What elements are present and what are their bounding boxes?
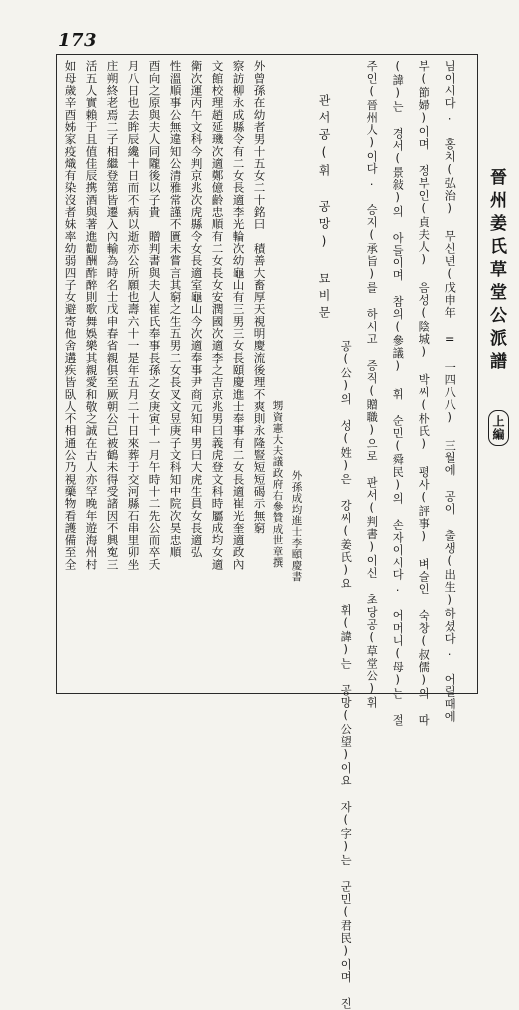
text-column-10: 外曾孫在幼者男十五女二十銘曰 積善大畜厚天視明慶流後理不爽則永隆豎短短碣示無窮 [252, 60, 267, 534]
text-column-3: 庄朔終老焉二子相繼登第皆遷入內輸為時名士戊申春省親俱至厥朝公已被鶴未得受諸因不興寃三 [105, 60, 120, 571]
book-spine-title: 晉州姜氏草堂公派譜 [486, 168, 506, 375]
text-column-5: 酉向之原與夫人同隴後以子貴 贈判書與夫人崔氏奉事長孫之女庚寅十一月午時十二先公而卒夭 [147, 60, 162, 571]
volume-label: 上編 [488, 410, 509, 446]
text-column-2: 活五人實賴于且值佳辰携酒與著進勸酬酢醉則歌舞娛樂其親愛和敬之誠在古人亦罕晚年遊海州村 [84, 60, 99, 571]
korean-title: 관서공(휘 공망) 묘비문 [317, 94, 331, 323]
calligrapher-signature: 外孫成均進士李頤慶書 [290, 470, 303, 582]
text-column-6: 性溫順事公無違知公清雅常謹不匱未嘗言其窮之生五男二女長叉文昱庚子文科知中院次昊忠順 [168, 60, 183, 559]
text-column-1: 如母歲辛酉姊家疫熾有染沒者妹率幼弱四子女避寄他舍遘疾皆臥人不相通公乃視藥物看護備至全 [63, 60, 78, 571]
text-column-9: 察訪柳永成縣令有二女長適李光輪次幼龜山有三男三女長頤慶進士奉事有二女長適崔光奎適政內 [231, 60, 246, 571]
author-signature: 甥資憲大夫議政府右參贊成世章撰 [271, 400, 284, 568]
page-number: 173 [58, 30, 98, 51]
korean-column-3: (諱)는 경서(景敍)의 아들이며 참의(參議) 휘 순민(舜民)의 손자이시다. 어머니(母)는 절 [391, 60, 405, 727]
korean-column-2: 주인(晉州人)이다. 승지(承旨)를 하시고 증직(贈職)으로 판서(判書)이신 초당공(草堂公)휘 [365, 60, 379, 709]
korean-column-4: 부(節婦)이며 정부인(貞夫人) 음성(陰城) 박씨(朴氏) 평사(評事) 벼슬인 숙창(叔儒)의 따 [417, 60, 431, 727]
text-column-8: 文館校理趙延璣次適鄭億齡忠順有二女長女安潤國次適李之吉京兆男曰義虎登文科時屬成均女適 [210, 60, 225, 571]
korean-column-1: 공(公)의 성(姓)은 강씨(姜氏)요 휘(諱)는 공망(公望)이요 자(字)는 군민(君民)이며 진 [339, 340, 353, 1010]
korean-column-5: 님이시다. 홍치(弘治) 무신년(戊申年 = 一四八八) 三월에 공이 출생(出生)하셨다. 어릴때에 [443, 60, 457, 723]
text-column-7: 衛次運丙午文科今判京兆次虎縣令女長適室龜山今次適奉事尹商元知申男曰大虎生員女長適弘 [189, 60, 204, 559]
text-column-4: 月八日也去眸辰纔十日而不病以逝亦公所願也壽六十一是年五月二十日來葬于交河縣石串里卯坐 [126, 60, 141, 571]
